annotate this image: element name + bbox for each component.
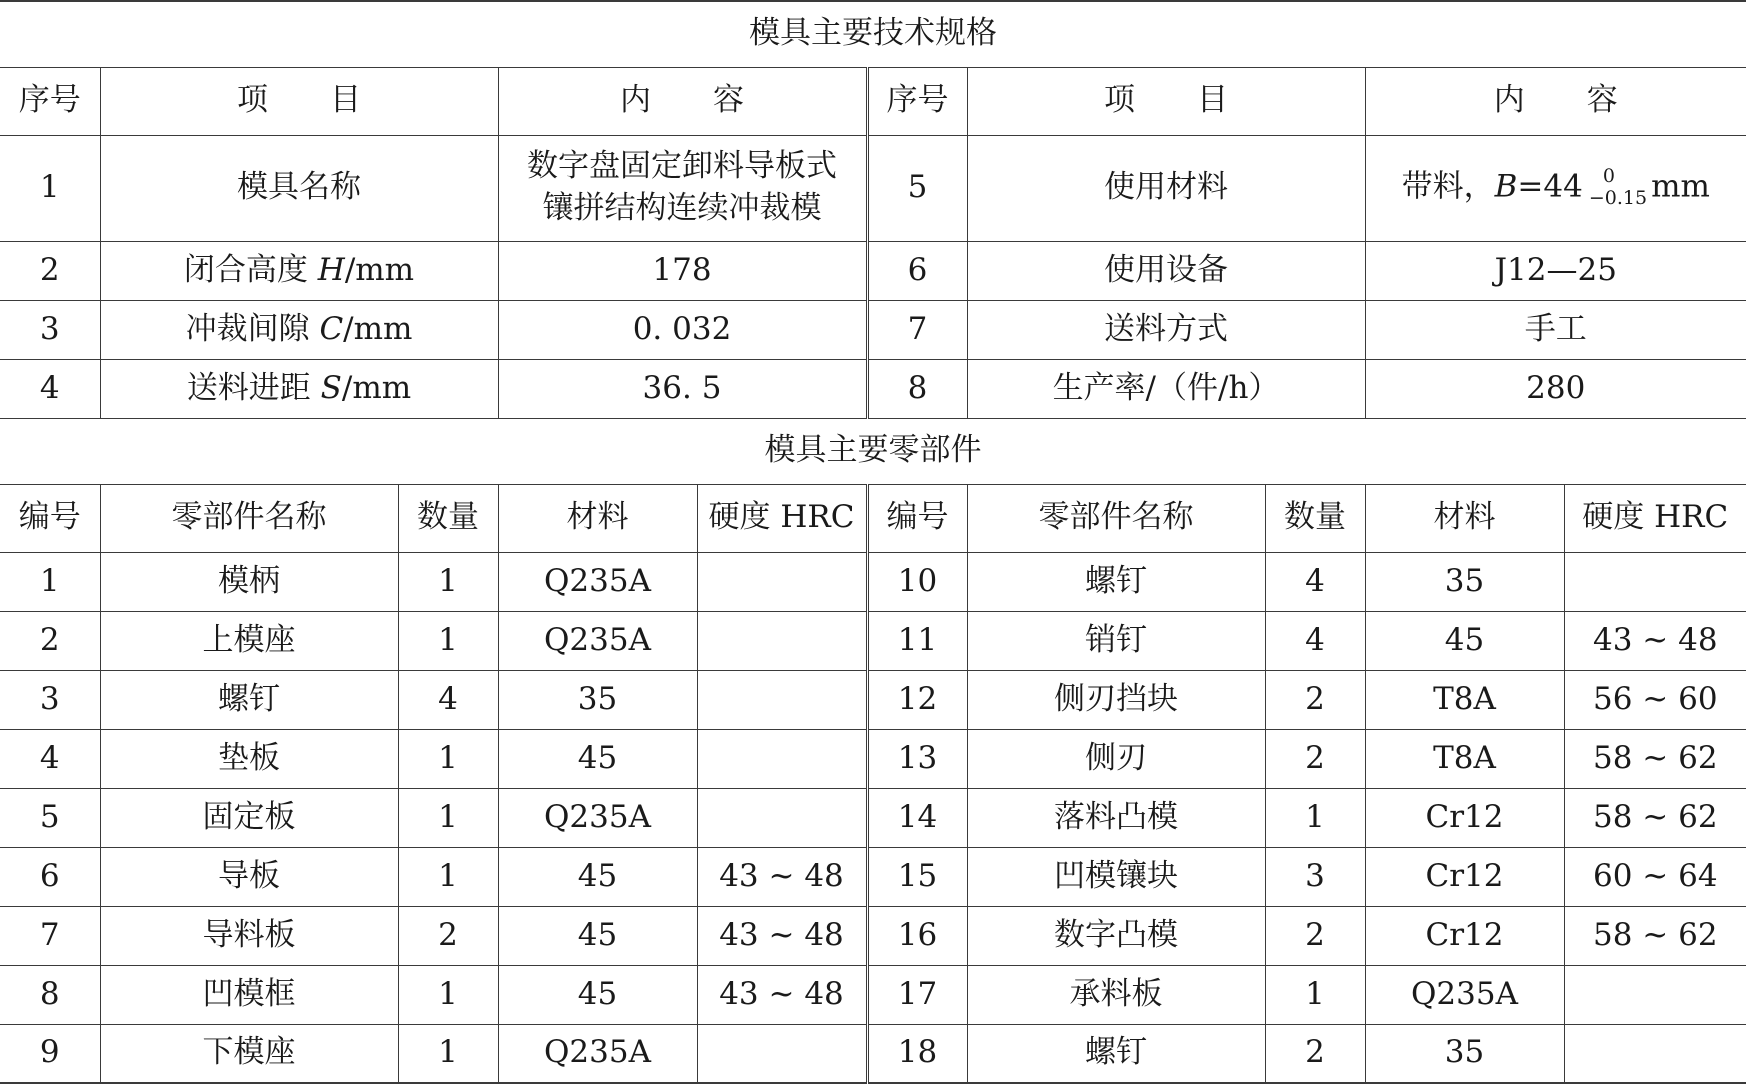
part-name-2: 侧刃 xyxy=(967,729,1265,788)
part-qty-2: 4 xyxy=(1265,552,1365,611)
part-name-2: 数字凸模 xyxy=(967,906,1265,965)
spec-content: 36. 5 xyxy=(498,359,867,418)
spec-header-no: 序号 xyxy=(0,67,100,135)
spec-row xyxy=(0,359,1746,418)
part-material-2: T8A xyxy=(1365,729,1564,788)
spec-header-no-2: 序号 xyxy=(867,67,967,135)
spec-item-2: 使用材料 xyxy=(967,135,1365,241)
spec-header-row xyxy=(0,67,1746,135)
part-hardness xyxy=(697,788,867,847)
part-hardness-2: 56 ~ 60 xyxy=(1564,670,1746,729)
spec-no-2: 5 xyxy=(867,135,967,241)
parts-header-material-2: 材料 xyxy=(1365,484,1564,552)
spec-item-prefix: 送料进距 xyxy=(186,369,321,406)
parts-header-qty: 数量 xyxy=(398,484,498,552)
parts-header-no: 编号 xyxy=(0,484,100,552)
spec-no-2: 8 xyxy=(867,359,967,418)
spec-item-prefix: 闭合高度 xyxy=(183,251,318,288)
part-qty: 1 xyxy=(398,611,498,670)
part-name: 上模座 xyxy=(100,611,398,670)
parts-row xyxy=(0,965,1746,1024)
spec-content: 178 xyxy=(498,241,867,300)
part-qty: 1 xyxy=(398,729,498,788)
spec-no-2: 7 xyxy=(867,300,967,359)
part-hardness-2: 58 ~ 62 xyxy=(1564,788,1746,847)
part-no: 7 xyxy=(0,906,100,965)
spec-content-2: J12—25 xyxy=(1365,241,1746,300)
part-name: 导板 xyxy=(100,847,398,906)
part-qty: 4 xyxy=(398,670,498,729)
part-no-2: 17 xyxy=(867,965,967,1024)
part-name-2: 承料板 xyxy=(967,965,1265,1024)
part-material-2: T8A xyxy=(1365,670,1564,729)
part-qty-2: 3 xyxy=(1265,847,1365,906)
spec-item xyxy=(100,359,498,418)
part-name: 固定板 xyxy=(100,788,398,847)
part-qty-2: 2 xyxy=(1265,906,1365,965)
spec-item xyxy=(100,300,498,359)
part-material: 45 xyxy=(498,965,697,1024)
parts-header-row xyxy=(0,484,1746,552)
part-hardness-2: 58 ~ 62 xyxy=(1564,729,1746,788)
spec-item-unit: /mm xyxy=(341,369,412,406)
spec-content-2 xyxy=(1365,135,1746,241)
part-no-2: 10 xyxy=(867,552,967,611)
part-qty-2: 1 xyxy=(1265,788,1365,847)
part-qty: 1 xyxy=(398,1024,498,1083)
spec-content-line2: 镶拼结构连续冲裁模 xyxy=(542,190,822,226)
part-no-2: 14 xyxy=(867,788,967,847)
spec-item-2: 送料方式 xyxy=(967,300,1365,359)
part-no: 1 xyxy=(0,552,100,611)
part-no-2: 16 xyxy=(867,906,967,965)
part-name-2: 侧刃挡块 xyxy=(967,670,1265,729)
parts-row xyxy=(0,670,1746,729)
parts-header-hardness-2: 硬度 HRC xyxy=(1564,484,1746,552)
part-material-2: 35 xyxy=(1365,1024,1564,1083)
spec-item-unit: /mm xyxy=(344,251,415,288)
part-material-2: Cr12 xyxy=(1365,788,1564,847)
parts-header-material: 材料 xyxy=(498,484,697,552)
part-qty-2: 2 xyxy=(1265,670,1365,729)
parts-row xyxy=(0,788,1746,847)
spec-content-2: 手工 xyxy=(1365,300,1746,359)
spec-title: 模具主要技术规格 xyxy=(0,1,1746,67)
parts-row xyxy=(0,1024,1746,1083)
material-prefix: 带料， xyxy=(1401,168,1495,205)
part-material: 45 xyxy=(498,729,697,788)
material-var: B xyxy=(1494,168,1518,205)
spec-row xyxy=(0,241,1746,300)
parts-header-name-2: 零部件名称 xyxy=(967,484,1265,552)
spec-item-var: S xyxy=(320,369,342,406)
part-no: 5 xyxy=(0,788,100,847)
part-no: 2 xyxy=(0,611,100,670)
part-no: 3 xyxy=(0,670,100,729)
part-material: 45 xyxy=(498,847,697,906)
part-no-2: 18 xyxy=(867,1024,967,1083)
part-qty: 1 xyxy=(398,552,498,611)
spec-content-2: 280 xyxy=(1365,359,1746,418)
spec-row xyxy=(0,300,1746,359)
part-hardness-2: 58 ~ 62 xyxy=(1564,906,1746,965)
part-name: 模柄 xyxy=(100,552,398,611)
part-name-2: 销钉 xyxy=(967,611,1265,670)
parts-header-hardness: 硬度 HRC xyxy=(697,484,867,552)
part-hardness: 43 ~ 48 xyxy=(697,906,867,965)
parts-row xyxy=(0,729,1746,788)
parts-row xyxy=(0,552,1746,611)
part-qty-2: 2 xyxy=(1265,1024,1365,1083)
part-material-2: Cr12 xyxy=(1365,847,1564,906)
material-value: =44 xyxy=(1517,168,1583,205)
part-qty: 1 xyxy=(398,965,498,1024)
part-name: 下模座 xyxy=(100,1024,398,1083)
part-no: 9 xyxy=(0,1024,100,1083)
part-hardness xyxy=(697,1024,867,1083)
spec-item-prefix: 冲裁间隙 xyxy=(185,310,320,347)
tolerance-upper: 0 xyxy=(1602,165,1615,188)
part-hardness xyxy=(697,670,867,729)
spec-no: 1 xyxy=(0,135,100,241)
part-name-2: 落料凸模 xyxy=(967,788,1265,847)
part-hardness: 43 ~ 48 xyxy=(697,847,867,906)
parts-title: 模具主要零部件 xyxy=(0,418,1746,484)
spec-no: 2 xyxy=(0,241,100,300)
spec-content-line1: 数字盘固定卸料导板式 xyxy=(527,148,837,185)
parts-header-name: 零部件名称 xyxy=(100,484,398,552)
part-no-2: 12 xyxy=(867,670,967,729)
part-hardness xyxy=(697,611,867,670)
part-no-2: 15 xyxy=(867,847,967,906)
parts-row xyxy=(0,847,1746,906)
part-no-2: 11 xyxy=(867,611,967,670)
spec-content: 0. 032 xyxy=(498,300,867,359)
part-hardness: 43 ~ 48 xyxy=(697,965,867,1024)
tolerance xyxy=(1589,166,1647,210)
spec-item xyxy=(100,241,498,300)
tolerance-lower: −0.15 xyxy=(1588,187,1648,209)
spec-item-2: 生产率/（件/h） xyxy=(967,359,1365,418)
part-no-2: 13 xyxy=(867,729,967,788)
part-qty: 2 xyxy=(398,906,498,965)
parts-row xyxy=(0,906,1746,965)
spec-no: 3 xyxy=(0,300,100,359)
part-material: Q235A xyxy=(498,788,697,847)
part-name-2: 凹模镶块 xyxy=(967,847,1265,906)
material-unit: mm xyxy=(1651,168,1710,205)
part-material: Q235A xyxy=(498,611,697,670)
part-hardness-2 xyxy=(1564,1024,1746,1083)
spec-row xyxy=(0,135,1746,241)
part-qty: 1 xyxy=(398,847,498,906)
part-name: 螺钉 xyxy=(100,670,398,729)
part-material-2: Q235A xyxy=(1365,965,1564,1024)
spec-no-2: 6 xyxy=(867,241,967,300)
spec-item-var: H xyxy=(317,251,345,288)
spec-item-unit: /mm xyxy=(343,310,413,347)
part-hardness xyxy=(697,552,867,611)
spec-item-var: C xyxy=(319,310,344,347)
spec-no: 4 xyxy=(0,359,100,418)
spec-header-item: 项 目 xyxy=(100,67,498,135)
part-material: 35 xyxy=(498,670,697,729)
part-material-2: 45 xyxy=(1365,611,1564,670)
part-hardness-2: 60 ~ 64 xyxy=(1564,847,1746,906)
part-qty-2: 2 xyxy=(1265,729,1365,788)
part-name: 垫板 xyxy=(100,729,398,788)
spec-header-content-2: 内 容 xyxy=(1365,67,1746,135)
part-no: 8 xyxy=(0,965,100,1024)
spec-header-item-2: 项 目 xyxy=(967,67,1365,135)
part-qty: 1 xyxy=(398,788,498,847)
part-material: 45 xyxy=(498,906,697,965)
parts-header-qty-2: 数量 xyxy=(1265,484,1365,552)
part-qty-2: 1 xyxy=(1265,965,1365,1024)
parts-header-no-2: 编号 xyxy=(867,484,967,552)
part-material: Q235A xyxy=(498,552,697,611)
part-name-2: 螺钉 xyxy=(967,1024,1265,1083)
spec-content xyxy=(498,135,867,241)
part-name-2: 螺钉 xyxy=(967,552,1265,611)
part-no: 6 xyxy=(0,847,100,906)
part-hardness xyxy=(697,729,867,788)
part-material-2: 35 xyxy=(1365,552,1564,611)
part-hardness-2 xyxy=(1564,965,1746,1024)
part-no: 4 xyxy=(0,729,100,788)
part-hardness-2: 43 ~ 48 xyxy=(1564,611,1746,670)
part-material: Q235A xyxy=(498,1024,697,1083)
part-hardness-2 xyxy=(1564,552,1746,611)
spec-item-2: 使用设备 xyxy=(967,241,1365,300)
parts-body xyxy=(0,552,1746,1083)
part-material-2: Cr12 xyxy=(1365,906,1564,965)
spec-item: 模具名称 xyxy=(100,135,498,241)
spec-header-content: 内 容 xyxy=(498,67,867,135)
part-name: 凹模框 xyxy=(100,965,398,1024)
parts-row xyxy=(0,611,1746,670)
part-qty-2: 4 xyxy=(1265,611,1365,670)
part-name: 导料板 xyxy=(100,906,398,965)
